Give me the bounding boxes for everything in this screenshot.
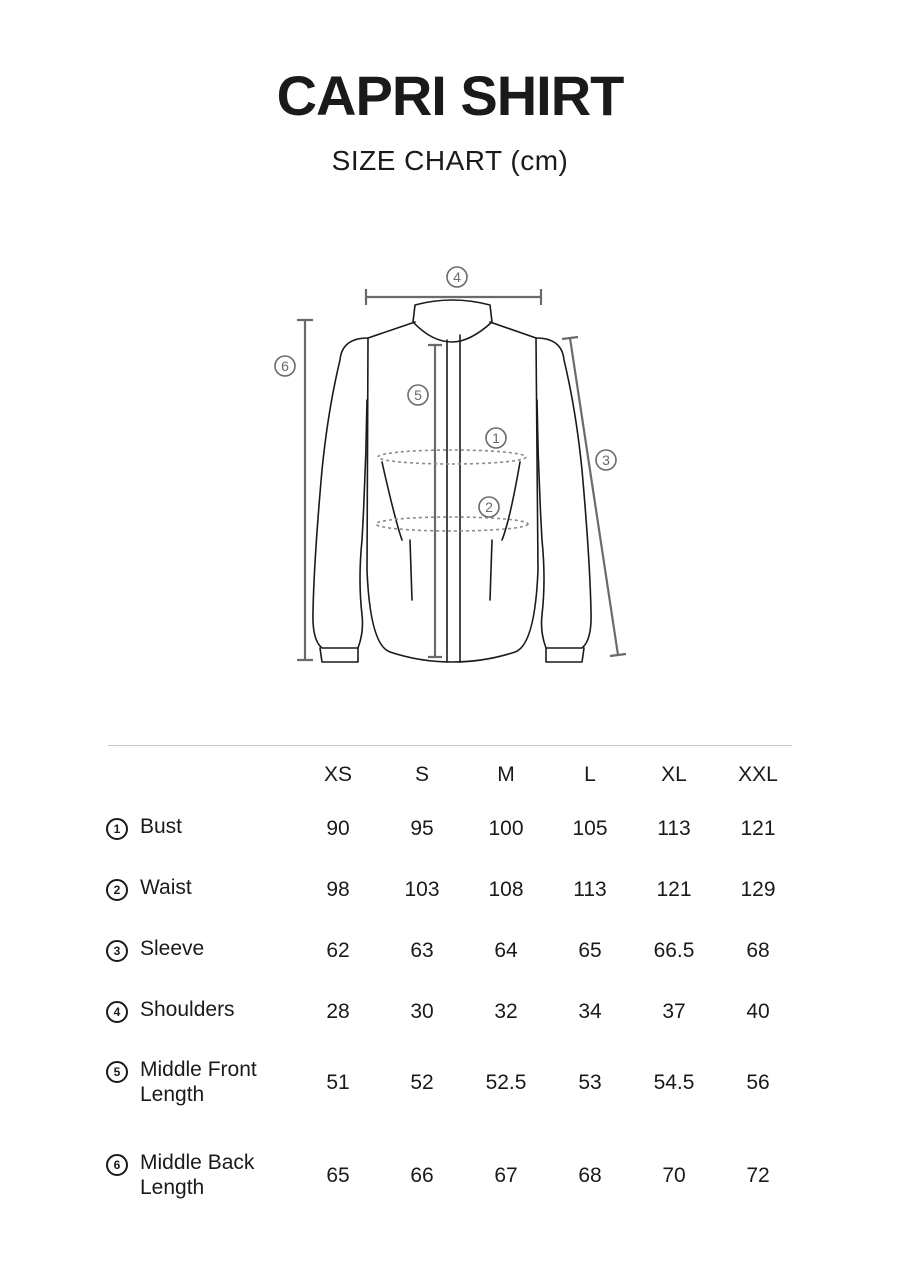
size-header: S [414,763,429,786]
shoulders-guide [366,289,541,305]
table-cell: 40 [746,999,770,1023]
table-cell: 103 [404,877,440,901]
svg-text:6: 6 [281,358,289,374]
table-cell: 98 [326,877,350,901]
measurement-name: Shoulders [140,998,235,1021]
table-row-sleeve [106,920,800,981]
table-cell: 113 [573,877,607,901]
shirt-gathers [382,462,520,600]
back-length-guide [297,320,313,660]
measurement-name-line: Length [140,1175,205,1199]
marker-2 [479,497,499,517]
svg-text:2: 2 [485,499,493,515]
table-cell: 68 [578,1164,602,1187]
table-cell: 72 [746,1164,770,1187]
table-row-shoulders [106,981,800,1042]
measurement-number-badge: 2 [106,879,128,901]
shirt-placket [447,335,460,662]
table-cell: 121 [656,877,692,901]
marker-3 [596,450,616,470]
table-cell: 64 [494,938,518,962]
table-cell: 113 [657,816,691,840]
table-cell: 95 [410,816,434,840]
table-cell: 30 [410,999,434,1023]
measurement-label [106,859,296,920]
circumference-guides [376,450,528,531]
table-cell: 70 [662,1164,686,1187]
measurement-name-line: Middle Front [140,1057,257,1081]
table-cell: 34 [578,999,602,1023]
left-cuff [320,648,358,662]
svg-text:5: 5 [414,387,422,403]
marker-1 [486,428,506,448]
table-cell: 54.5 [653,1071,695,1094]
table-cell: 66.5 [653,938,695,962]
page-subtitle: SIZE CHART (cm) [331,145,569,176]
table-cell: 37 [662,999,686,1023]
table-cell: 66 [410,1164,434,1187]
table-cell: 51 [326,1071,350,1094]
size-header-row [106,752,800,798]
table-cell: 121 [740,816,776,840]
shirt-body [367,322,538,662]
table-row-bust [106,798,800,859]
header-spacer [106,752,296,798]
table-row-middle-front-length [106,1042,800,1124]
table-cell: 65 [578,938,602,962]
measurement-name [140,1150,254,1200]
measurement-number-badge: 5 [106,1061,128,1083]
size-header: XS [323,763,352,786]
table-divider [108,745,792,746]
table-cell: 108 [488,877,524,901]
measurement-number-badge: 1 [106,818,128,840]
size-header: XL [661,763,687,786]
table-cell: 32 [494,999,518,1023]
table-cell: 65 [326,1164,350,1187]
svg-text:3: 3 [602,452,610,468]
table-cell: 28 [326,999,350,1023]
marker-5 [408,385,428,405]
measurement-label [106,1042,296,1124]
right-sleeve [536,338,591,648]
svg-text:4: 4 [453,269,461,285]
measurement-label [106,920,296,981]
size-header: L [584,763,596,786]
measurement-name-line: Length [140,1082,205,1106]
measurement-label [106,1124,296,1228]
shirt-illustration [313,300,591,662]
left-sleeve [313,338,368,648]
marker-4 [447,267,467,287]
table-cell: 105 [572,816,608,840]
marker-6 [275,356,295,376]
table-cell: 56 [746,1071,770,1094]
measurement-number-badge: 3 [106,940,128,962]
measurement-name [140,1057,257,1107]
shirt-diagram [260,250,640,680]
table-cell: 63 [410,938,434,962]
table-row-middle-back-length [106,1124,800,1228]
table-cell: 52.5 [485,1071,527,1094]
table-cell: 53 [578,1071,602,1094]
measurement-name: Waist [140,876,192,899]
diagram-markers [275,267,616,517]
table-cell: 62 [326,938,350,962]
measurement-number-badge: 4 [106,1001,128,1023]
bust-guide [378,450,526,464]
table-row-waist [106,859,800,920]
table-cell: 90 [326,816,350,840]
measurement-label [106,798,296,859]
table-cell: 52 [410,1071,434,1094]
right-cuff [546,648,584,662]
size-chart-table [106,752,800,1228]
page-title: CAPRI SHIRT [276,64,624,127]
size-header: XXL [738,763,778,786]
measurement-label [106,981,296,1042]
table-cell: 68 [746,938,770,962]
shirt-collar [413,300,492,342]
measurement-number-badge: 6 [106,1154,128,1176]
svg-text:1: 1 [492,430,500,446]
table-cell: 67 [494,1164,518,1187]
size-header: M [497,763,515,786]
table-cell: 129 [740,877,776,901]
measurement-name-line: Middle Back [140,1150,255,1174]
front-length-guide [428,345,442,657]
measurement-name: Bust [140,815,183,838]
measurement-name: Sleeve [140,937,205,960]
sleeve-guide [562,337,626,656]
table-cell: 100 [488,816,524,840]
